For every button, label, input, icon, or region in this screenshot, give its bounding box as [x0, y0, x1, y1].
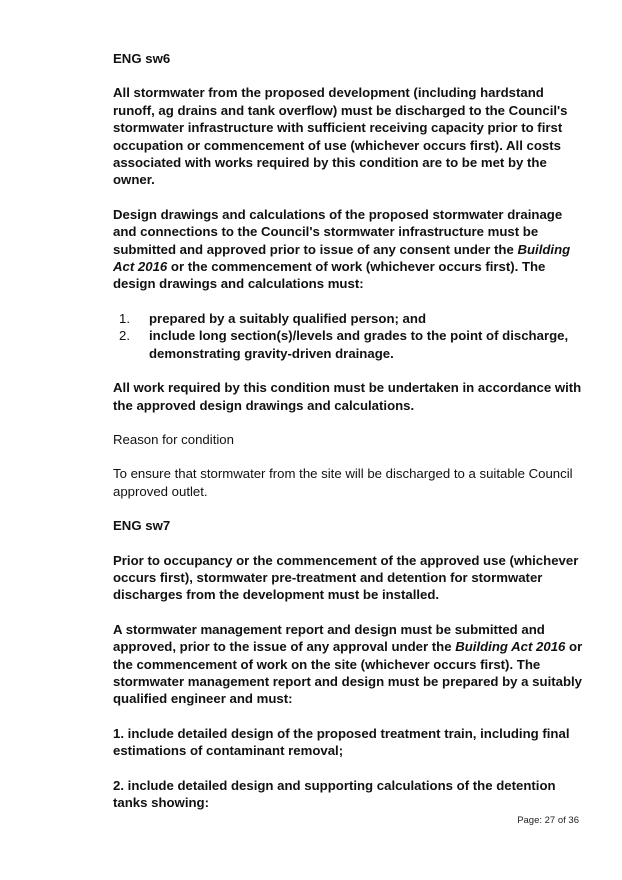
page-number: Page: 27 of 36: [517, 815, 579, 826]
act-reference: Building Act 2016: [455, 639, 566, 655]
condition-paragraph: [113, 206, 583, 293]
condition-paragraph: All stormwater from the proposed development (including hardstand runoff, ag drains and tank overflow) must be discharged to the Council's stormwater infrastructure with sufficient receiving capacity prior to first occupation or commencement of use (whichever occurs first). All costs associated with works required by this condition are to be met by the owner.: [113, 85, 568, 188]
section-heading: ENG sw6: [113, 51, 171, 66]
paragraph-text: A stormwater management report and design must be submitted and approved, prior to the issue of any approval under the: [113, 621, 545, 655]
condition-paragraph: All work required by this condition must be undertaken in accordance with the approved design drawings and calculations.: [113, 380, 582, 413]
numbered-requirement: 2. include detailed design and supporting calculations of the detention tanks showing:: [113, 777, 556, 810]
section-heading: ENG sw7: [113, 518, 171, 534]
condition-paragraph: [113, 621, 583, 708]
list-item: [113, 310, 583, 327]
paragraph-text: or the commencement of work on the site (whichever occurs first). The stormwater management report and design must be prepared by a suitably qualified engineer and must:: [113, 639, 583, 707]
condition-paragraph: Prior to occupancy or the commencement of the approved use (whichever occurs first), stormwater pre-treatment and detention for stormwater discharges from the development must be installed.: [113, 552, 579, 603]
reason-label: Reason for condition: [113, 431, 234, 447]
list-text: prepared by a suitably qualified person; and: [149, 310, 426, 326]
list-text: include long section(s)/levels and grades to the point of discharge, demonstrating gravity-driven drainage.: [149, 328, 569, 361]
document-body: [113, 50, 583, 811]
paragraph-text: or the commencement of work (whichever occurs first). The design drawings and calculations must:: [113, 259, 546, 292]
requirements-list: [113, 310, 583, 362]
act-reference: Building Act 2016: [113, 241, 571, 275]
list-item: [113, 327, 583, 362]
paragraph-text: Design drawings and calculations of the proposed stormwater drainage and connections to the Council's stormwater infrastructure must be submitted and approved prior to issue of any consent under the: [113, 206, 563, 257]
list-number: 2.: [119, 328, 130, 344]
numbered-requirement: 1. include detailed design of the proposed treatment train, including final estimations of contaminant removal;: [113, 725, 570, 759]
list-number: 1.: [119, 310, 130, 326]
reason-text: To ensure that stormwater from the site will be discharged to a suitable Council approved outlet.: [113, 466, 573, 499]
